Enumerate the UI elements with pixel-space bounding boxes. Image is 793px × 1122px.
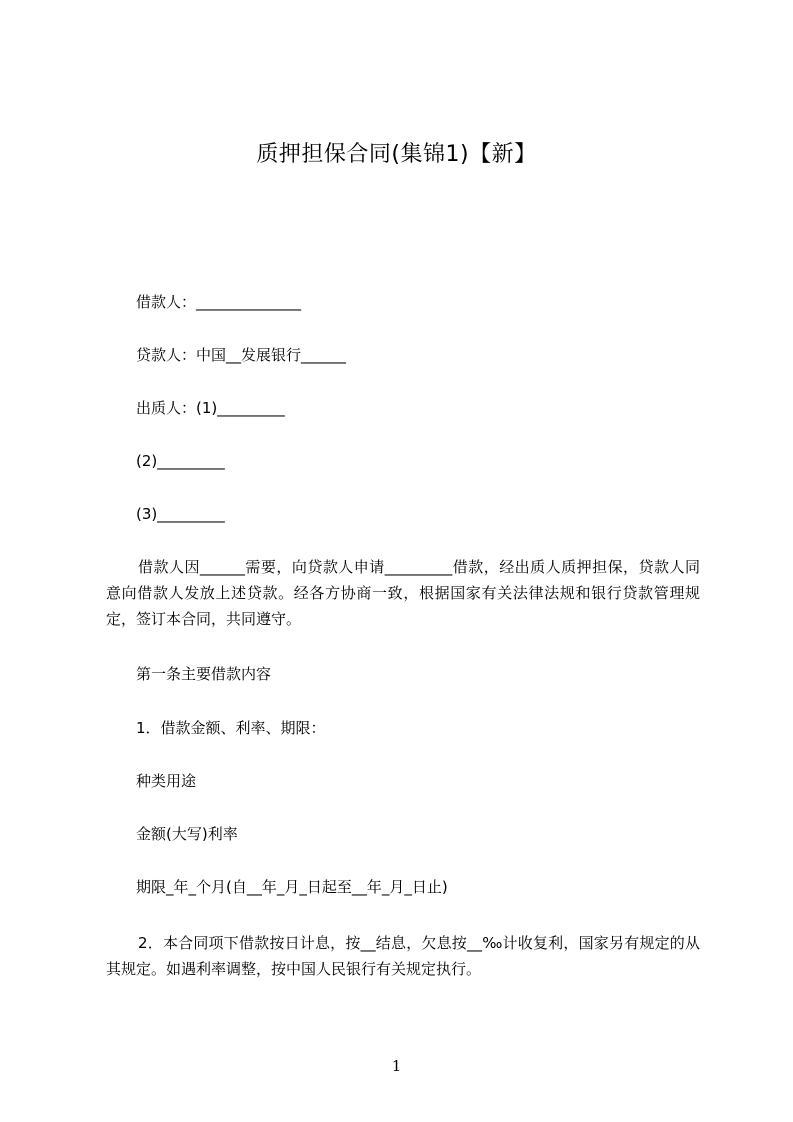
pledgor-line-2: (2)_________ bbox=[136, 452, 225, 470]
pledgor-line-1: 出质人：(1)_________ bbox=[136, 399, 285, 417]
amount-rate-line: 金额(大写)利率 bbox=[136, 825, 238, 843]
term-line: 期限_年_个月(自__年_月_日起至__年_月_日止) bbox=[136, 878, 448, 896]
pledgor-line-3: (3)_________ bbox=[136, 505, 225, 523]
borrower-line: 借款人：______________ bbox=[136, 293, 302, 311]
preamble-paragraph: 借款人因______需要，向贷款人申请_________借款，经出质人质押担保，贷款人同意向借款人发放上述贷款。经各方协商一致，根据国家有关法律法规和银行贷款管理规定，签订本合同，共同遵守。 bbox=[106, 558, 700, 628]
item-1-line: 1．借款金额、利率、期限： bbox=[136, 719, 326, 737]
page-number: 1 bbox=[391, 1057, 402, 1075]
page-title: 质押担保合同(集锦1)【新】 bbox=[256, 142, 537, 167]
item-2-paragraph: 2．本合同项下借款按日计息，按__结息，欠息按__‰计收复利，国家另有规定的从其规定。如遇利率调整，按中国人民银行有关规定执行。 bbox=[106, 934, 700, 978]
type-purpose-line: 种类用途 bbox=[136, 772, 197, 790]
article-1-title: 第一条主要借款内容 bbox=[136, 665, 272, 683]
lender-line: 贷款人：中国__发展银行______ bbox=[136, 346, 347, 364]
